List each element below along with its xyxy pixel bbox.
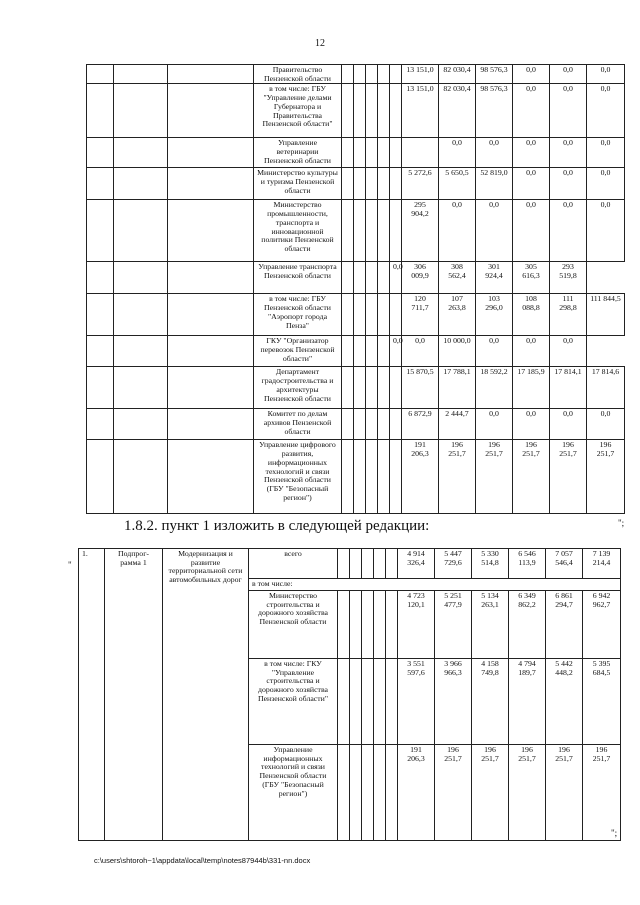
code-cell (354, 440, 366, 514)
value-cell: 5 395 684,5 (583, 659, 621, 745)
table-row (79, 549, 621, 579)
value-cell (402, 138, 439, 168)
num-cell (87, 200, 114, 262)
code-cell (378, 168, 390, 200)
code-cell (342, 84, 354, 138)
value-cell: 0,0 (439, 200, 476, 262)
code-cell (390, 409, 402, 440)
event-cell (168, 168, 254, 200)
value-cell: 17 788,1 (439, 367, 476, 409)
value-cell: 111 298,8 (550, 294, 587, 336)
num-cell (87, 138, 114, 168)
table-row (87, 262, 625, 294)
value-cell: 4 723 120,1 (398, 591, 435, 659)
code-cell (390, 367, 402, 409)
code-cell (366, 200, 378, 262)
code-cell (350, 591, 362, 659)
event-cell (168, 138, 254, 168)
event-cell (168, 336, 254, 367)
subprogram-cell (114, 367, 168, 409)
value-cell: 0,0 (550, 84, 587, 138)
code-cell (354, 409, 366, 440)
code-cell (342, 409, 354, 440)
org-cell: Комитет по делам архивов Пензенской области (254, 409, 342, 440)
value-cell: 98 576,3 (476, 84, 513, 138)
code-cell (354, 262, 366, 294)
value-cell: 0,0 (587, 168, 625, 200)
value-cell: 0,0 (513, 84, 550, 138)
value-cell: 295 904,2 (402, 200, 439, 262)
funding-table-continuation (86, 64, 625, 514)
event-name: Модернизация и развитие территориальной сети автомобильных дорог (163, 549, 249, 841)
value-cell: 17 814,6 (587, 367, 625, 409)
value-cell: 4 794 189,7 (509, 659, 546, 745)
code-cell (342, 367, 354, 409)
value-cell: 5 447 729,6 (435, 549, 472, 579)
value-cell: 196 251,7 (472, 745, 509, 841)
code-cell (390, 200, 402, 262)
value-cell: 301 924,4 (476, 262, 513, 294)
value-cell: 5 134 263,1 (472, 591, 509, 659)
code-cell (366, 294, 378, 336)
event-cell (168, 294, 254, 336)
value-cell: 0,0 (476, 138, 513, 168)
code-cell (378, 84, 390, 138)
value-cell: 5 330 514,8 (472, 549, 509, 579)
code-cell (374, 745, 386, 841)
org-cell: Министерство культуры и туризма Пензенской области (254, 168, 342, 200)
subprogram-cell (114, 262, 168, 294)
funding-table-new-item (78, 548, 621, 841)
value-cell: 15 870,5 (402, 367, 439, 409)
org-cell: Управление информационных технологий и связи Пензенской области (ГБУ "Безопасный регион") (249, 745, 338, 841)
code-cell (390, 440, 402, 514)
code-cell (378, 262, 390, 294)
code-cell (338, 549, 350, 579)
value-cell: 6 861 294,7 (546, 591, 583, 659)
value-cell: 0,0 (513, 409, 550, 440)
code-cell (378, 336, 390, 367)
num-cell (87, 367, 114, 409)
value-cell: 0,0 (550, 138, 587, 168)
code-cell (342, 138, 354, 168)
code-cell (386, 591, 398, 659)
org-cell: Правительство Пензенской области (254, 65, 342, 84)
value-cell: 120 711,7 (402, 294, 439, 336)
subprogram-cell (114, 200, 168, 262)
value-cell: 0,0 (587, 138, 625, 168)
value-cell: 18 592,2 (476, 367, 513, 409)
org-cell: Управление ветеринарии Пензенской области (254, 138, 342, 168)
table-row (87, 138, 625, 168)
subprogram-cell (114, 440, 168, 514)
value-cell: 103 296,0 (476, 294, 513, 336)
value-cell: 3 966 966,3 (435, 659, 472, 745)
subprogram-cell (114, 409, 168, 440)
value-cell: 0,0 (513, 336, 550, 367)
value-cell: 98 576,3 (476, 65, 513, 84)
value-cell: 13 151,0 (402, 84, 439, 138)
closing-quote-2: "; (611, 828, 618, 838)
value-cell: 0,0 (439, 138, 476, 168)
org-cell: Управление цифрового развития, информационных технологий и связи Пензенской области (ГБУ "Безопасный регион") (254, 440, 342, 514)
code-cell: 0,0 (390, 336, 402, 367)
code-cell (354, 294, 366, 336)
code-cell (366, 138, 378, 168)
value-cell: 4 158 749,8 (472, 659, 509, 745)
table-row (87, 84, 625, 138)
value-cell: 0,0 (587, 65, 625, 84)
value-cell: 0,0 (476, 336, 513, 367)
num-cell (87, 440, 114, 514)
event-cell (168, 440, 254, 514)
value-cell: 10 000,0 (439, 336, 476, 367)
code-cell (378, 367, 390, 409)
event-cell (168, 367, 254, 409)
org-cell: Министерство промышленности, транспорта и инновационной политики Пензенской области (254, 200, 342, 262)
code-cell: 0,0 (390, 262, 402, 294)
value-cell: 107 263,8 (439, 294, 476, 336)
value-cell: 82 030,4 (439, 65, 476, 84)
code-cell (366, 336, 378, 367)
code-cell (366, 409, 378, 440)
org-cell: в том числе: ГБУ "Управление делами Губернатора и Правительства Пензенской области" (254, 84, 342, 138)
value-cell: 5 650,5 (439, 168, 476, 200)
value-cell: 293 519,8 (550, 262, 587, 294)
value-cell: 6 349 862,2 (509, 591, 546, 659)
value-cell: 82 030,4 (439, 84, 476, 138)
value-cell: 3 551 597,6 (398, 659, 435, 745)
org-cell: Министерство строительства и дорожного хозяйства Пензенской области (249, 591, 338, 659)
value-cell: 196 251,7 (513, 440, 550, 514)
table-row (87, 336, 625, 367)
org-cell: в том числе: ГБУ Пензенской области "Аэропорт города Пенза" (254, 294, 342, 336)
value-cell: 17 185,9 (513, 367, 550, 409)
code-cell (374, 659, 386, 745)
code-cell (338, 591, 350, 659)
value-cell: 0,0 (550, 409, 587, 440)
value-cell: 5 251 477,9 (435, 591, 472, 659)
org-cell: в том числе: ГКУ "Управление строительства и дорожного хозяйства Пензенской области" (249, 659, 338, 745)
value-cell: 196 251,7 (550, 440, 587, 514)
table-row (87, 409, 625, 440)
code-cell (390, 294, 402, 336)
subprogram-cell (114, 84, 168, 138)
code-cell (362, 549, 374, 579)
value-cell: 0,0 (513, 138, 550, 168)
subprogram-cell (114, 336, 168, 367)
code-cell (366, 84, 378, 138)
code-cell (354, 138, 366, 168)
table-row (87, 200, 625, 262)
value-cell: 0,0 (587, 200, 625, 262)
org-cell: ГКУ "Организатор перевозок Пензенской области" (254, 336, 342, 367)
code-cell (354, 65, 366, 84)
code-cell (350, 549, 362, 579)
code-cell (374, 549, 386, 579)
code-cell (354, 200, 366, 262)
code-cell (390, 168, 402, 200)
code-cell (366, 367, 378, 409)
code-cell (342, 200, 354, 262)
org-cell: в том числе: (249, 579, 621, 591)
code-cell (390, 65, 402, 84)
num-cell (87, 262, 114, 294)
code-cell (386, 659, 398, 745)
value-cell: 6 546 113,9 (509, 549, 546, 579)
value-cell: 17 814,1 (550, 367, 587, 409)
code-cell (354, 336, 366, 367)
table-row (87, 367, 625, 409)
value-cell: 52 819,0 (476, 168, 513, 200)
org-cell: Управление транспорта Пензенской области (254, 262, 342, 294)
value-cell: 191 206,3 (398, 745, 435, 841)
code-cell (342, 262, 354, 294)
code-cell (362, 591, 374, 659)
value-cell: 0,0 (513, 200, 550, 262)
num-cell (87, 336, 114, 367)
table-row (87, 65, 625, 84)
value-cell: 111 844,5 (587, 294, 625, 336)
value-cell: 196 251,7 (439, 440, 476, 514)
code-cell (354, 367, 366, 409)
code-cell (354, 168, 366, 200)
code-cell (342, 65, 354, 84)
event-cell (168, 200, 254, 262)
value-cell: 308 562,4 (439, 262, 476, 294)
event-cell (168, 262, 254, 294)
event-cell (168, 65, 254, 84)
value-cell: 306 009,9 (402, 262, 439, 294)
num-cell (87, 168, 114, 200)
code-cell (386, 745, 398, 841)
value-cell: 0,0 (513, 65, 550, 84)
value-cell: 0,0 (587, 84, 625, 138)
code-cell (366, 65, 378, 84)
file-path-footer: c:\users\shtoroh~1\appdata\local\temp\notes87944b\331-nn.docx (94, 856, 311, 865)
value-cell: 196 251,7 (476, 440, 513, 514)
code-cell (390, 138, 402, 168)
code-cell (354, 84, 366, 138)
value-cell: 0,0 (402, 336, 439, 367)
num-cell (87, 84, 114, 138)
value-cell: 0,0 (550, 336, 587, 367)
num-cell (87, 409, 114, 440)
code-cell (338, 659, 350, 745)
code-cell (342, 336, 354, 367)
value-cell: 2 444,7 (439, 409, 476, 440)
code-cell (338, 745, 350, 841)
section-heading: 1.8.2. пункт 1 изложить в следующей редакции: (124, 518, 430, 534)
code-cell (378, 409, 390, 440)
code-cell (374, 591, 386, 659)
event-cell (168, 84, 254, 138)
value-cell: 0,0 (550, 168, 587, 200)
value-cell: 196 251,7 (435, 745, 472, 841)
value-cell: 6 872,9 (402, 409, 439, 440)
value-cell: 7 057 546,4 (546, 549, 583, 579)
table-row (87, 440, 625, 514)
org-cell: всего (249, 549, 338, 579)
code-cell (378, 65, 390, 84)
code-cell (378, 138, 390, 168)
value-cell: 0,0 (550, 65, 587, 84)
opening-quote-2: " (68, 560, 72, 570)
org-cell: Департамент градостроительства и архитектуры Пензенской области (254, 367, 342, 409)
code-cell (378, 440, 390, 514)
value-cell: 0,0 (550, 200, 587, 262)
value-cell: 196 251,7 (587, 440, 625, 514)
value-cell: 196 251,7 (509, 745, 546, 841)
event-cell (168, 409, 254, 440)
value-cell: 0,0 (476, 200, 513, 262)
code-cell (342, 294, 354, 336)
table-row (87, 294, 625, 336)
value-cell: 4 914 326,4 (398, 549, 435, 579)
code-cell (362, 659, 374, 745)
value-cell: 191 206,3 (402, 440, 439, 514)
closing-quote-1: "; (618, 518, 625, 528)
code-cell (366, 168, 378, 200)
num-cell (87, 65, 114, 84)
code-cell (362, 745, 374, 841)
value-cell: 7 139 214,4 (583, 549, 621, 579)
code-cell (366, 440, 378, 514)
value-cell: 196 251,7 (546, 745, 583, 841)
value-cell: 13 151,0 (402, 65, 439, 84)
page-number: 12 (315, 38, 325, 49)
value-cell: 196 251,7 (583, 745, 621, 841)
code-cell (342, 168, 354, 200)
value-cell: 6 942 962,7 (583, 591, 621, 659)
subprogram-cell (114, 294, 168, 336)
code-cell (390, 84, 402, 138)
value-cell: 5 272,6 (402, 168, 439, 200)
subprogram-cell (114, 138, 168, 168)
table-row (87, 168, 625, 200)
subprogram-name: Подпрог-рамма 1 (105, 549, 163, 841)
code-cell (366, 262, 378, 294)
code-cell (342, 440, 354, 514)
value-cell: 305 616,3 (513, 262, 550, 294)
item-number: 1. (79, 549, 105, 841)
code-cell (378, 200, 390, 262)
code-cell (386, 549, 398, 579)
value-cell: 0,0 (476, 409, 513, 440)
value-cell: 5 442 448,2 (546, 659, 583, 745)
code-cell (350, 659, 362, 745)
num-cell (87, 294, 114, 336)
subprogram-cell (114, 65, 168, 84)
value-cell: 0,0 (587, 409, 625, 440)
code-cell (350, 745, 362, 841)
value-cell: 108 088,8 (513, 294, 550, 336)
value-cell: 0,0 (513, 168, 550, 200)
subprogram-cell (114, 168, 168, 200)
code-cell (378, 294, 390, 336)
